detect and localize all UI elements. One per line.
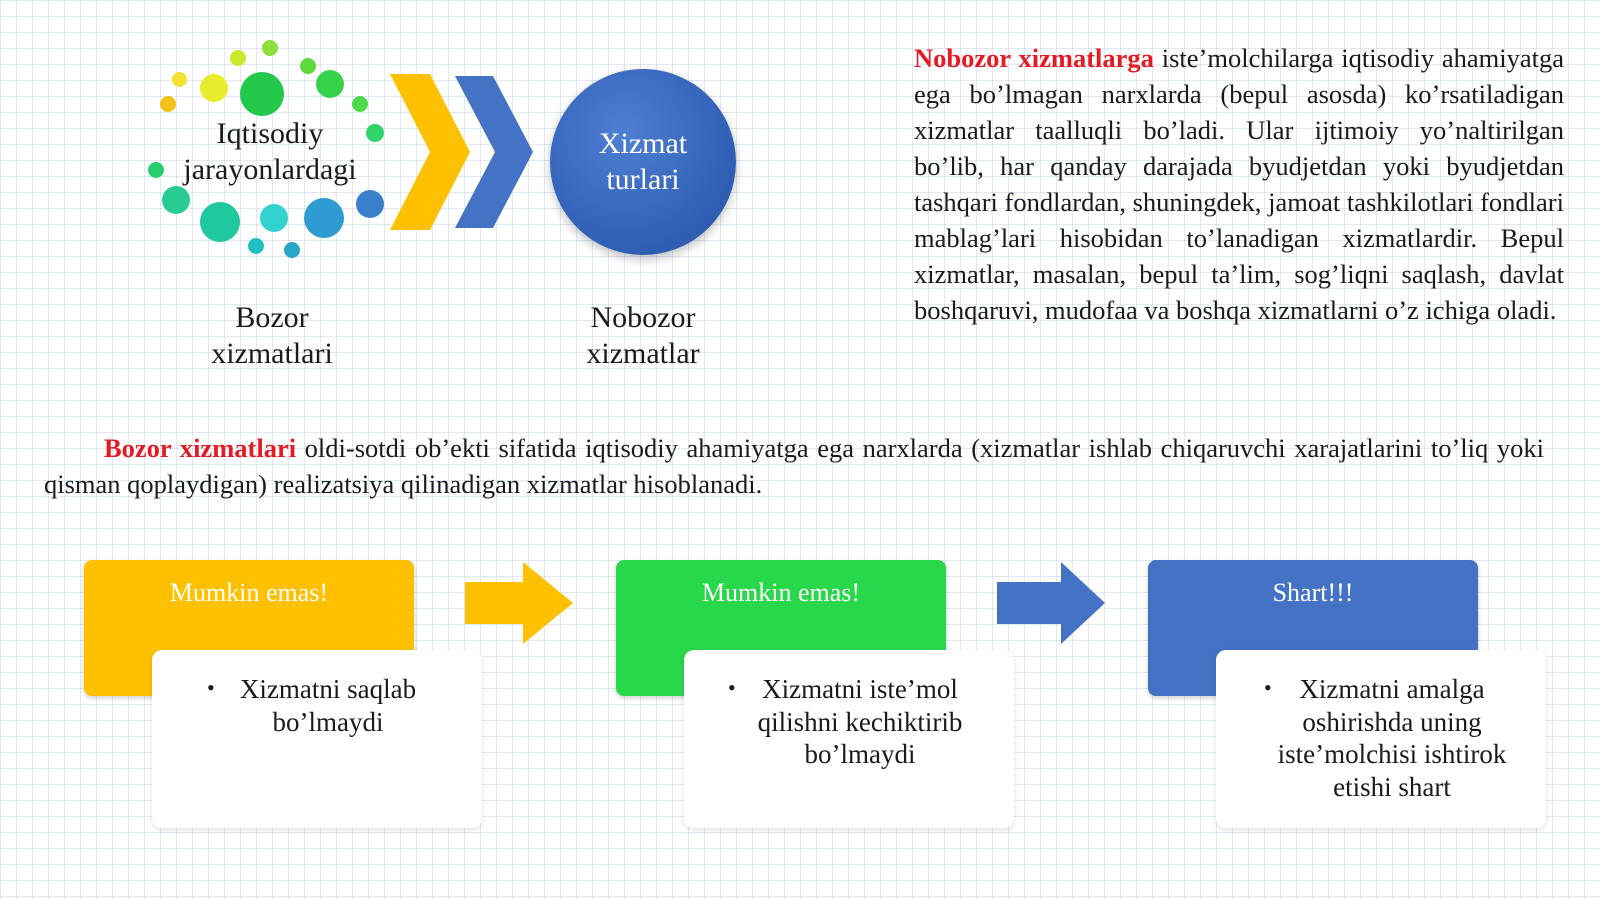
bubble-dot	[356, 190, 384, 218]
bubble-dot	[262, 40, 278, 56]
circle-label-line-1: Xizmat	[598, 127, 688, 160]
service-types-circle	[550, 69, 736, 255]
bubble-dot	[200, 202, 240, 242]
arrow-right-yellow-icon	[465, 562, 573, 644]
step-3-line-3: iste’molchisi ishtirok	[1277, 739, 1507, 769]
step-1-header-label: Mumkin emas!	[169, 578, 329, 607]
bubble-dot	[260, 204, 288, 232]
market-definition-text: oldi-sotdi ob’ekti sifatida iqtisodiy ahamiyatga ega narxlarda (xizmatlar ishlab chiqaruvchi xarajatlarini to’liq yoki qisman qoplaydigan) realizatsiya qilinadigan xizmatlar hisoblanadi.	[44, 433, 1544, 499]
step-3-body-text	[1242, 673, 1542, 803]
non-market-services-caption	[543, 300, 743, 372]
step-3-header-label: Shart!!!	[1272, 578, 1354, 607]
step-2-line-2: qilishni kechiktirib	[757, 706, 963, 737]
market-caption-line-2: xizmatlari	[211, 337, 333, 370]
step-1-line-2: bo’lmaydi	[272, 706, 384, 737]
bubble-dot	[304, 198, 344, 238]
step-1-bullet: •	[207, 675, 215, 700]
step-2-body-text	[710, 673, 1010, 771]
step-2-line-3: bo’lmaydi	[804, 739, 916, 769]
bubble-dot	[240, 72, 284, 116]
step-1-line-1: Xizmatni saqlab	[239, 674, 417, 704]
non-market-caption-line-2: xizmatlar	[586, 337, 700, 370]
non-market-caption-line-1: Nobozor	[590, 301, 696, 334]
bubble-dot	[284, 242, 300, 258]
market-definition-paragraph	[44, 430, 1544, 502]
step-2-line-1: Xizmatni iste’mol	[762, 674, 958, 704]
bubble-label-line-1: Iqtisodiy	[216, 117, 324, 150]
circle-label-line-2: turlari	[606, 163, 680, 196]
step-2-header-label: Mumkin emas!	[701, 578, 861, 607]
bubble-dot	[248, 238, 264, 254]
bubble-dot	[316, 70, 344, 98]
bubble-dot	[352, 96, 368, 112]
market-services-caption	[172, 300, 372, 372]
step-3-bullet: •	[1264, 675, 1272, 700]
step-1-body-text	[178, 673, 478, 738]
non-market-definition-paragraph	[914, 40, 1564, 328]
bubble-label-line-2: jarayonlardagi	[183, 153, 357, 186]
bubble-dot	[230, 50, 246, 66]
step-3-line-1: Xizmatni amalga	[1299, 674, 1485, 704]
step-3-line-2: oshirishda uning	[1302, 706, 1482, 737]
market-term: Bozor xizmatlari	[104, 433, 297, 463]
step-3-line-4: etishi shart	[1333, 771, 1451, 802]
non-market-definition-text: iste’molchilarga iqtisodiy ahamiyatga ega bo’lmagan narxlarda (bepul asosda) ko’rsatiladigan xizmatlar taalluqli bo’ladi. Ular ijtimoiy yo’naltirilgan bo’lib, har qanday darajada byudjetdan yoki byudjetdan tashqari fondlardan, shuningdek, jamoat tashkilotlari fondlari mablag’lari hisobidan to’lanadigan xizmatlardir. Bepul xizmatlar, masalan, bepul ta’lim, sog’liqni saqlash, davlat boshqaruvi, mudofaa va boshqa xizmatlarni o’z ichiga oladi.	[914, 43, 1564, 325]
bubble-dot	[200, 74, 228, 102]
arrow-right-blue-icon	[997, 562, 1105, 644]
bubble-dot	[300, 58, 316, 74]
bubble-dot	[160, 96, 176, 112]
bubble-dot	[162, 186, 190, 214]
market-caption-line-1: Bozor	[235, 301, 309, 334]
step-2-bullet: •	[728, 675, 736, 700]
bubble-dot	[172, 72, 187, 87]
non-market-term: Nobozor xizmatlarga	[914, 43, 1154, 73]
blue-chevron-arrow	[455, 76, 541, 228]
bubble-cluster-label	[150, 116, 390, 188]
